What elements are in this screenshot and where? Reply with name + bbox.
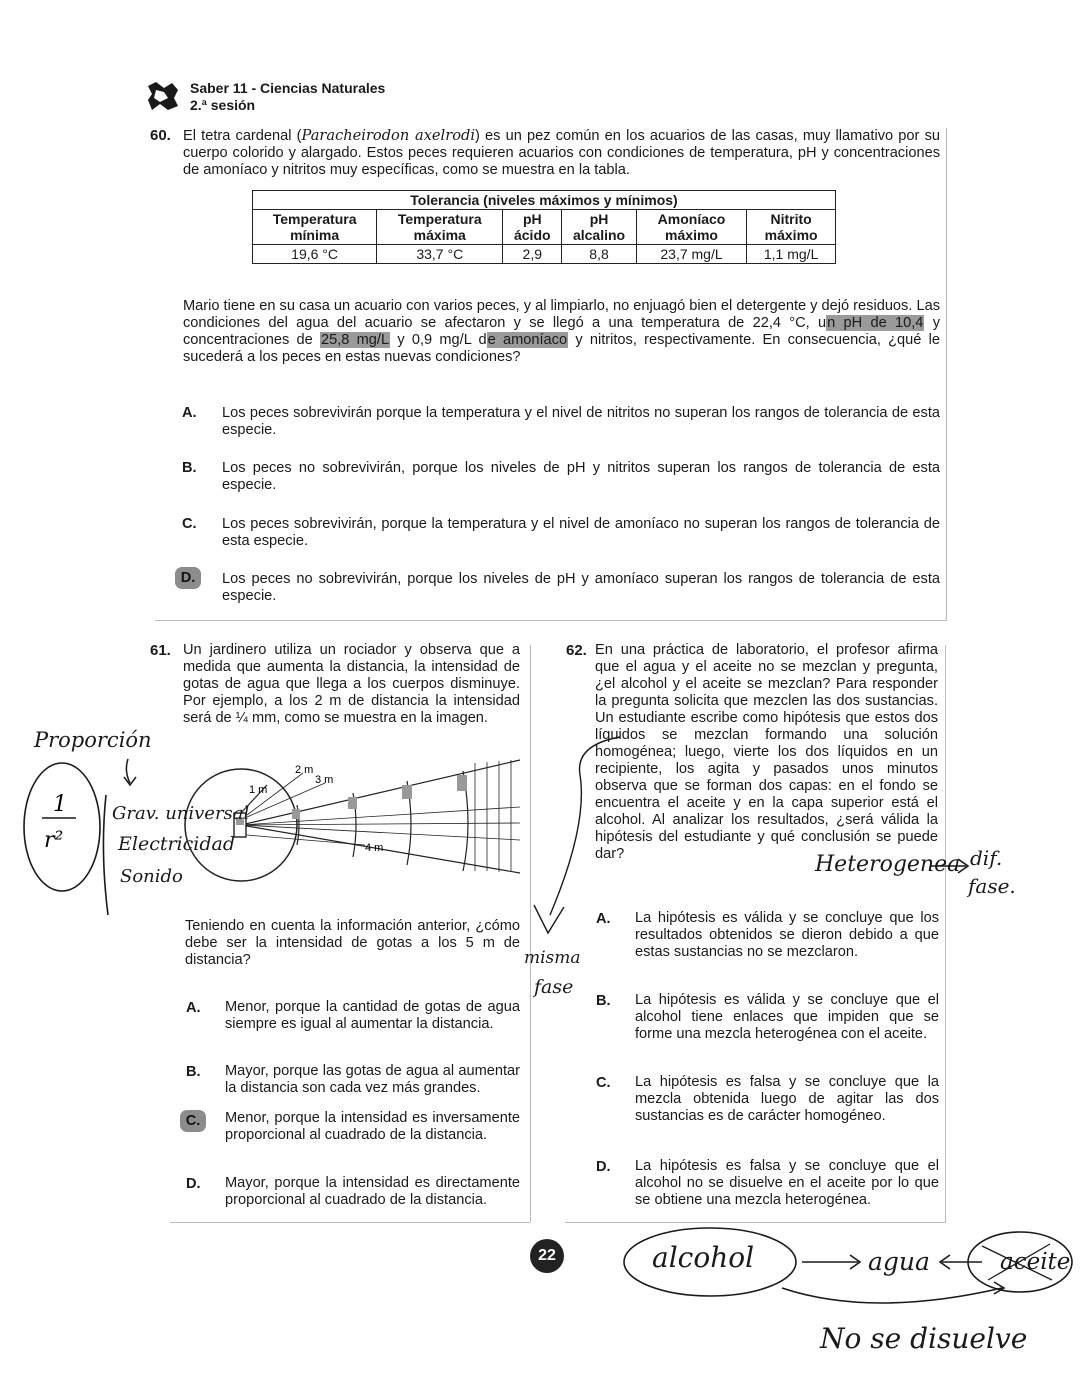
- q60-species: Paracheirodon axelrodi: [301, 127, 475, 144]
- q62-option-c-letter[interactable]: C.: [596, 1075, 611, 1091]
- hw-note-sonido: Sonido: [120, 866, 183, 887]
- q60-option-c[interactable]: Los peces sobrevivirán, porque la temperatura y el nivel de amoníaco no superan los rangos de tolerancia de esta especie.: [222, 516, 940, 549]
- label-1m: 1 m: [249, 784, 268, 796]
- q60-number: 60.: [150, 127, 171, 144]
- header-session: 2.ª sesión: [190, 97, 256, 113]
- q60-scenario: Mario tiene en su casa un acuario con varios peces, y al limpiarlo, no enjuagó bien el detergente y dejó residuos. Las condiciones del agua del acuario se afectaron y se llegó a una temperatura de 22,4 °C, un pH de 10,4 y concentraciones de 25,8 mg/L y 0,9 mg/L de amoníaco y nitritos, respectivamente. En consecuencia, ¿qué le sucederá a los peces en estas nuevas condiciones?: [183, 298, 940, 365]
- table-header: Temperatura máxima: [377, 210, 503, 245]
- section-rule: [170, 1222, 530, 1223]
- table-header: Nitrito máximo: [747, 210, 836, 245]
- hw-fraction-den: r²: [44, 828, 64, 853]
- label-4m: 4 m: [365, 842, 384, 854]
- q60-option-d-letter-selected[interactable]: D.: [175, 567, 201, 589]
- q61-option-c[interactable]: Menor, porque la intensidad es inversamente proporcional al cuadrado de la distancia.: [225, 1110, 520, 1143]
- q62-number: 62.: [566, 642, 587, 659]
- section-rule: [155, 620, 947, 621]
- q62-option-c[interactable]: La hipótesis es falsa y se concluye que la mezcla obtenida luego de agitar las dos sustancias es de carácter homogéneo.: [635, 1074, 939, 1124]
- hw-note-grav: Grav. universal: [112, 803, 250, 824]
- hw-proporcion: Proporción: [34, 728, 152, 752]
- q60-option-a[interactable]: Los peces sobrevivirán porque la temperatura y el nivel de nitritos no superan los rangos de tolerancia de esta especie.: [222, 405, 940, 438]
- header-title: Saber 11 - Ciencias Naturales: [190, 80, 386, 96]
- q62-option-d[interactable]: La hipótesis es falsa y se concluye que el alcohol no se disuelve en el aceite por lo que se obtiene una mezcla heterogénea.: [635, 1158, 939, 1208]
- page-number: 22: [530, 1239, 564, 1273]
- table-cell: 23,7 mg/L: [636, 245, 746, 264]
- q61-question: Teniendo en cuenta la información anterior, ¿cómo debe ser la intensidad de gotas a los 5 m de distancia?: [185, 918, 520, 968]
- q61-option-b[interactable]: Mayor, porque las gotas de agua al aumentar la distancia son cada vez más grandes.: [225, 1063, 520, 1096]
- saber-logo-icon: [146, 80, 180, 112]
- table-header: pH alcalino: [562, 210, 637, 245]
- q61-number: 61.: [150, 642, 171, 659]
- hw-note-electricidad: Electricidad: [118, 833, 235, 855]
- q60-option-a-letter[interactable]: A.: [182, 405, 197, 421]
- q62-option-a[interactable]: La hipótesis es válida y se concluye que los resultados obtenidos se dieron debido a que estas sustancias no se mezclaron.: [635, 910, 939, 960]
- table-header: Temperatura mínima: [253, 210, 377, 245]
- hw-bracket-figure: [520, 735, 630, 940]
- table-cell: 1,1 mg/L: [747, 245, 836, 264]
- q60-option-b-letter[interactable]: B.: [182, 460, 197, 476]
- q60-option-b[interactable]: Los peces no sobrevivirán, porque los niveles de pH y nitritos superan los rangos de tolerancia de esta especie.: [222, 460, 940, 493]
- q61-option-b-letter[interactable]: B.: [186, 1064, 201, 1080]
- tolerance-table: [252, 190, 836, 264]
- table-cell: 2,9: [503, 245, 562, 264]
- column-rule: [945, 645, 946, 1222]
- table-cell: 33,7 °C: [377, 245, 503, 264]
- label-2m: 2 m: [295, 764, 314, 776]
- q61-intro: Un jardinero utiliza un rociador y observa que a medida que aumenta la distancia, la intensidad de gotas de agua que llega a los cuerpos disminuye. Por ejemplo, a los 2 m de distancia la intensidad será de ¼ mm, como se muestra en la imagen.: [183, 642, 520, 726]
- hw-no-disuelve: No se disuelve: [820, 1322, 1028, 1355]
- hw-aceite: aceite: [1000, 1249, 1071, 1275]
- hw-fraction-num: 1: [53, 792, 67, 817]
- hw-dif: dif.: [970, 846, 1003, 870]
- q61-option-a-letter[interactable]: A.: [186, 1000, 201, 1016]
- table-cell: 19,6 °C: [253, 245, 377, 264]
- hw-agua: agua: [868, 1247, 930, 1276]
- q60-intro: El tetra cardenal (Paracheirodon axelrodi) es un pez común en los acuarios de las casas, muy llamativo por su cuerpo colorido y alargado. Estos peces requieren acuarios con condiciones de temperatura, pH y concentraciones de amoníaco y nitritos muy específicas, como se muestra en la tabla.: [183, 127, 940, 178]
- hw-heterogenea: Heterogenea: [815, 852, 961, 877]
- q61-option-d[interactable]: Mayor, porque la intensidad es directamente proporcional al cuadrado de la distancia.: [225, 1175, 520, 1208]
- table-caption: Tolerancia (niveles máximos y mínimos): [253, 191, 836, 210]
- q62-option-a-letter[interactable]: A.: [596, 911, 611, 927]
- q61-option-c-letter-selected[interactable]: C.: [180, 1110, 206, 1132]
- label-3m: 3 m: [315, 774, 334, 786]
- q61-option-d-letter[interactable]: D.: [186, 1176, 201, 1192]
- hw-misma: misma: [524, 948, 581, 968]
- table-cell: 8,8: [562, 245, 637, 264]
- column-rule: [946, 128, 947, 620]
- hw-alcohol: alcohol: [652, 1241, 755, 1274]
- hw-fase: fase.: [968, 874, 1016, 898]
- table-header: pH ácido: [503, 210, 562, 245]
- hw-fase2: fase: [534, 976, 574, 998]
- q62-intro: En una práctica de laboratorio, el profesor afirma que el agua y el aceite no se mezclan y pregunta, ¿el alcohol y el aceite se mezclan? Para responder la pregunta solicita que mezclen las dos sustancias. Un estudiante escribe como hipótesis que estos dos líquidos se mezclan formando una solución homogénea; luego, vierte los dos líquidos en un recipiente, los agita y pasados unos minutos observa que se forman dos capas: en el fondo se encuentra el aceite y en la capa superior está el alcohol. Al analizar los resultados, ¿será válida la hipótesis del estudiante y qué conclusión se puede dar?: [595, 642, 938, 862]
- table-header: Amoníaco máximo: [636, 210, 746, 245]
- q62-option-b-letter[interactable]: B.: [596, 993, 611, 1009]
- q62-option-d-letter[interactable]: D.: [596, 1159, 611, 1175]
- q60-option-d[interactable]: Los peces no sobrevivirán, porque los niveles de pH y amoníaco superan los rangos de tolerancia de esta especie.: [222, 571, 940, 604]
- q62-option-b[interactable]: La hipótesis es válida y se concluye que el alcohol tiene enlaces que impiden que se forme una mezcla heterogénea con el aceite.: [635, 992, 939, 1042]
- q60-option-c-letter[interactable]: C.: [182, 516, 197, 532]
- q61-option-a[interactable]: Menor, porque la cantidad de gotas de agua siempre es igual al aumentar la distancia.: [225, 999, 520, 1032]
